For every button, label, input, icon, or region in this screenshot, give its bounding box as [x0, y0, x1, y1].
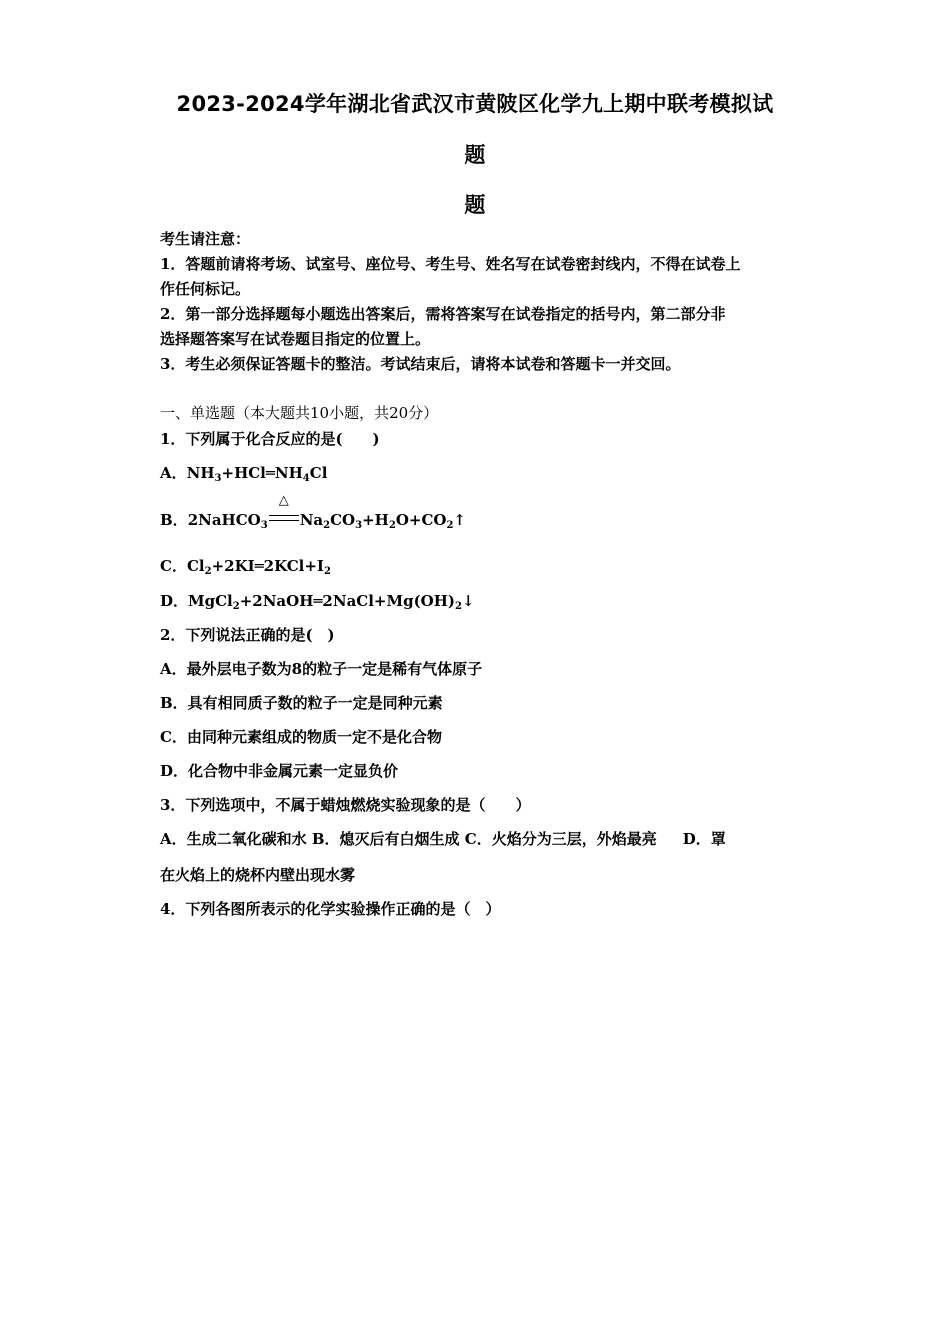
- q3-options-line2: 在火焰上的烧杯内壁出现水雾: [160, 866, 356, 884]
- notice-heading: 考生请注意：: [160, 230, 251, 248]
- page-title-line1: 2023-2024学年湖北省武汉市黄陂区化学九上期中联考模拟试: [176, 92, 774, 116]
- delta-icon: △: [278, 493, 289, 508]
- q1-option-a: A．$NH_3+HCl═NH_4Cl$: [160, 464, 328, 484]
- page-title-line2: 题: [464, 143, 486, 167]
- section-heading: 一、单选题（本大题共10小题，共20分）: [160, 404, 439, 422]
- notice-item: 2．第一部分选择题每小题选出答案后，需将答案写在试卷指定的括号内，第二部分非: [160, 305, 726, 323]
- q1-option-c: C．$Cl_2+2KI═2KCl+I_2$: [160, 557, 331, 577]
- notice-item: 作任何标记。: [160, 280, 251, 298]
- notice-item: 选择题答案写在试卷题目指定的位置上。: [160, 330, 431, 348]
- q2-option-b: B．具有相同质子数的粒子一定是同种元素: [160, 694, 443, 712]
- notice-item: 1．答题前请将考场、试室号、座位号、考生号、姓名写在试卷密封线内，不得在试卷上: [160, 255, 741, 273]
- q2-option-c: C．由同种元素组成的物质一定不是化合物: [160, 728, 442, 746]
- q1-option-b: B．2NaHCO$_3$ △ $Na_2CO_3+H_2O+CO_2↑$: [160, 493, 466, 531]
- page-title-line3: 题: [464, 193, 486, 217]
- q2-option-a: A．最外层电子数为8的粒子一定是稀有气体原子: [160, 660, 483, 678]
- q3-options-line1: A．生成二氧化碳和水 B．熄灭后有白烟生成 C．火焰分为三层，外焰最亮 D．罩: [160, 830, 726, 848]
- q2-option-d: D．化合物中非金属元素一定显负价: [160, 762, 399, 780]
- q1-stem: 1．下列属于化合反应的是( ): [160, 430, 380, 448]
- notice-item: 3．考生必须保证答题卡的整洁。考试结束后，请将本试卷和答题卡一并交回。: [160, 355, 681, 373]
- q2-stem: 2．下列说法正确的是( ): [160, 626, 335, 644]
- q1-option-d: D．$MgCl_2+2NaOH═2NaCl+Mg(OH)_2↓$: [160, 592, 475, 612]
- heating-equals-sign: [268, 493, 300, 529]
- q4-stem: 4．下列各图所表示的化学实验操作正确的是（ ）: [160, 900, 501, 918]
- q3-stem: 3．下列选项中，不属于蜡烛燃烧实验现象的是（ ）: [160, 796, 531, 814]
